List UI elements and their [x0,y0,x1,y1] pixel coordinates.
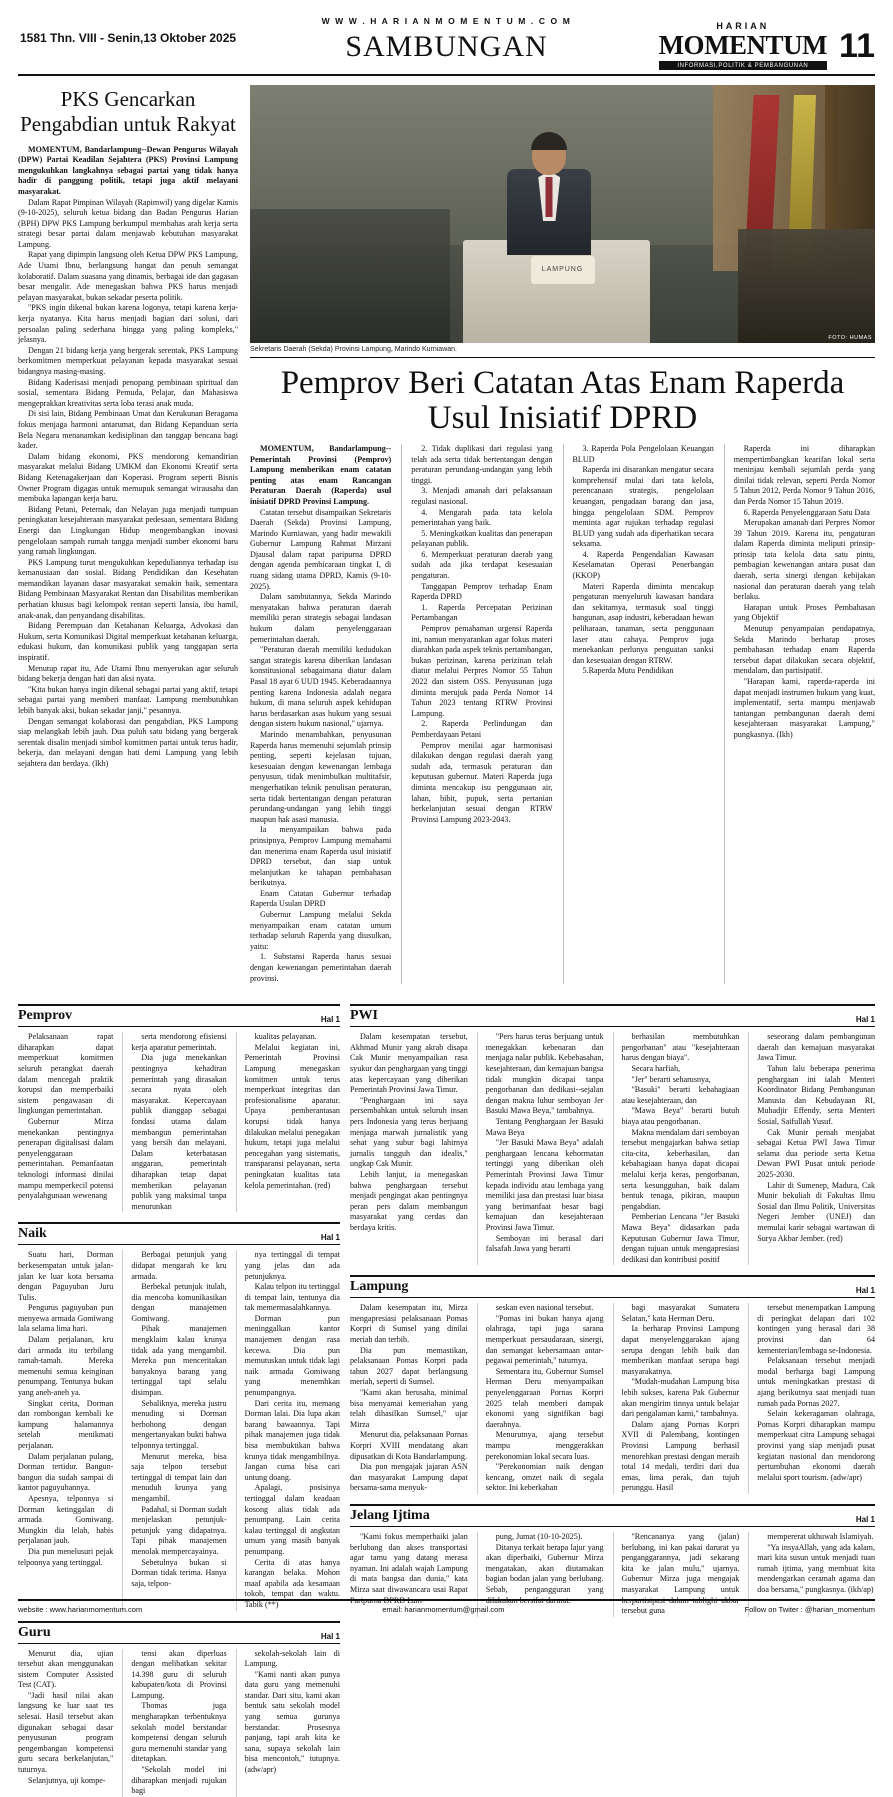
band-header [350,1004,875,1027]
subhead: Enam Catatan Gubernur terhadap Raperda Usulan DPRD [250,888,392,909]
band-page-ref: Hal 1 [855,1514,875,1524]
subhead: 4. Raperda Pengendalian Kawasan Keselamatan Operasi Penerbangan (KKOP) [572,549,714,581]
paragraph: Materi Raperda diminta mencakup pengaturan menyeluruh kawasan bandara dan sekitarnya, termasuk soal tinggi bangunan, asap industri, keberadaan hewan peliharaan, tanaman, serta penggunaan laser atau cahaya. Pemprov juga menekankan perlunya penguatan sanksi dan kesesuaian dengan RTRW. [572,581,714,665]
paragraph: Berbekal petunjuk itulah, dia mencoba komunikasikan dengan manajemen Gomiwang. [131,1282,227,1323]
photo-caption: Sekretaris Daerah (Sekda) Provinsi Lampung, Marindo Kurniawan. [250,343,875,358]
story-lead: MOMENTUM, Bandarlampung--Pemerintah Provinsi (Pemprov) Lampung memberikan enam catatan penting atas enam Rancangan Peraturan Daerah (Raperda) usul inisiatif DPRD Provinsi Lampung. [250,443,392,506]
paragraph: Dorman pun meninggalkan kantor manajemen dengan rasa kecewa. Dia pun memutuskan untuk tidak lagi naik armada Gomiwang yang menemhkan penumpangnya. [244,1313,340,1398]
story-pemprov-headline: Pemprov Beri Catatan Atas Enam Raperda Usul Inisiatif DPRD [280,365,845,436]
paragraph: Padahal, si Dorman sudah menjelaskan petunjuk-petunjuk yang didapatnya. Tapi pihak manajemen menolak mempercayainya. [131,1504,227,1556]
paragraph: Dalam kesempatan itu, Mirza mengapresiasi pelaksanaan Pomas Korpri di Sumsel yang dinilai meriah dan terbih. [350,1303,468,1345]
paragraph: Apalagi, posisinya tertinggal dalam keadaan kosong alias tidak ada penumpang. Lain cerita kalau tertinggal di angkutan umum yang masih banyak penumpang. [244,1483,340,1556]
paragraph: Bidang Perempuan dan Ketahanan Keluarga, Advokasi dan Hukum, serta Komunikasi Digital memperkuat ketahanan keluarga, edukasi hukum, dan komunikasi publik yang tanggapan serta inspiratif. [18,621,238,663]
paragraph: Raperda ini disarankan mengatur secara komprehensif mulai dari tata kelola, perencanaan strategis, pengelolaan keuangan, pengadaan barang dan jasa, hingga pengelolaan SDM. Pemprov meminta agar rujukan terhadap regulasi BLUD yang sudah ada diperhatikan secara seksama. [572,465,714,549]
band-guru [18,1621,340,1797]
paragraph: Menurut mereka, bisa saja telpon tersebut tertinggal di tempat lain dan menuduh krunya yang mengambil. [131,1451,227,1503]
paragraph: Cerita di atas hanya karangan belaka. Mohon maaf apabila ada kesamaan tokoh, tempat dan waktu. Tabik (**) [244,1557,340,1609]
paragraph: Apesnya, telponnya si Dorman ketinggalan di armada Gomiwang. Mungkin dia lelah, habis perjalanan jauh. [18,1493,114,1546]
paragraph: Dalam perjalanan, kru dari armada itu terbilang ramah-tamah. Mereka memenuhi semua keinginan penumpang. Tentunya bukan yang aneh-aneh ya. [18,1335,114,1398]
paragraph: Sementara itu, Gubernur Sumsel Herman Deru menyampaikan penyelenggaraan Pornas Korpri 2025 telah memberi dampak ekonomi yang signifikan bagi daerahnya. [485,1366,604,1429]
paragraph: tensi akan diperluas dengan melibatkan sekitar 14.398 guru di seluruh kabupaten/kota di Provinsi Lampung. [131,1648,227,1700]
paragraph: "Rencananya yang (jalan) berlubang, ini kan pakai darurat ya penganggarannya, jadi sekarang kita ke jalan mulu," ujarnya. Gubernur Mirza juga mengajak masyarakat Lampung untuk berpartisipasi dalam tablighi akbar tersebut guna [621,1531,740,1616]
paragraph: Suatu hari, Dorman berkesempatan untuk jalan-jalan ke luar kota bersama dengan Paguyuban Juru Tulis. [18,1250,114,1302]
paragraph: Rapat yang dipimpin langsung oleh Ketua DPW PKS Lampung, Ade Utami Ibnu, berlangsung hangat dan penuh semangat kolaboratif. Dalam suasana yang dinamis, berbagai ide dan gagasan besar mengalir. Ade menegaskan bahwa PKS harus menjadi pelayan masyarakat, bukan sekadar peserta politik. [18,250,238,302]
paragraph: Di sisi lain, Bidang Pembinaan Umat dan Kerukunan Beragama fokus menjaga harmoni antarumat, dan Bidang Kepanduan serta Bela Negara menanamkan kedisiplinan dan tanggap bencana bagi kader. [18,409,238,451]
paragraph: Pihak manajemen mengklaim kalau krunya tidak ada yang mengambil. Mereka pun menceritakan banyaknya barang yang tertinggal tapi selalu disimpan. [131,1324,227,1398]
paragraph: Dalam sambutannya, Sekda Marindo menyatakan bahwa peraturan daerah memiliki peran strategis sebagai landasan hukum dalam penyelenggaraan pemerintahan daerah. [250,592,392,644]
band-naik [18,1222,340,1610]
paragraph: Tahun lalu beberapa penerima penghargaan ini ialah Menteri Koordinator Bidang Pembangunan Manusia dan Kebudayaan RI, Muhadjir Effendy, serta Menteri Sosial, Saifullah Yusuf. [757,1064,875,1126]
paragraph: kualitas pelayanan. [254,1032,317,1042]
band-header [350,1504,875,1527]
band-pemprov [18,1004,340,1212]
photo-speaker-hair [531,132,567,150]
paragraph: Dengan semangat kolaborasi dan pengabdian, PKS Lampung siap melangkah lebih jauh. Dua puluh satu bidang yang bergerak serentak disalin menjadi simbol komitmen partai untuk terus hadir, bekerja, dan melayani dengan hati demi Lampung yang lebih sejahtera dan berdaya. (Ikh) [18,716,238,768]
band-title: Guru [18,1624,51,1640]
band-column [748,1032,875,1265]
paragraph: "PKS ingin dikenal bukan karena logonya, tetapi karena kerja-kerja nyatanya. Kita harus menjadi bagian dari solusi, dari persoalan paling sederhana hingga yang paling kompleks," jelasnya. [18,303,238,345]
logo-tagline: INFORMASI,POLITIK & PEMBANGUNAN [659,61,827,70]
story-pemprov-body [250,444,875,984]
paragraph: Pelaksanaan tersebut menjadi modal berharga bagi Lampung untuk meningkatkan prestasi di ajang berikutnya saat menjadi tuan rumah pada Pornas 2027. [757,1356,875,1408]
paragraph: "Jadi hasil nilai akan langsung ke luar saat tes selesai. Hasil tersebut akan digunakan sebagai dasar penyusunan program pengembangan kompetensi guru secara berkelanjutan," tuturnya. [18,1690,114,1775]
paragraph: 3. Menjadi amanah dari pelaksanaan regulasi nasional. [411,486,553,506]
paragraph: "Pomas ini bukan hanya ajang olahraga, tapi juga sarana memperkuat persaudaraan, sinergi, dan semangat kebersamaan antar-pegawai pemerintah," tuturnya. [485,1313,604,1366]
paragraph: 2. Tidak duplikasi dari regulasi yang telah ada serta tidak bertentangan dengan peraturan perundang-undangan yang lebih tinggi. [411,443,553,485]
page-number: 11 [839,27,875,65]
paragraph: "Kami fokus memperbaiki jalan berlubang dan akses transportasi agar tamu yang datang merasa nyaman. Ini adalah wajah Lampung di mata bangsa dan dunia," kata Mirza saat diwawancara usai Rapat Paripurna DPRD Lam- [350,1531,468,1605]
paragraph: Thomas juga mengharapkan terbentuknya sekolah model berstandar kompetensi dengan seluruh guru memenuhi standar yang ditetapkan. [131,1701,227,1764]
paragraph: "Mudah-mudahan Lampung bisa lebih sukses, karena Pak Gubernur akan mengirim tinnya untuk belajar dari pengalaman kami," tambahnya. [621,1377,740,1419]
photo-audience-left [250,209,450,343]
band-body [18,1250,340,1610]
paragraph: "Sekolah model ini diharapkan menjadi rujukan bagi [131,1765,227,1796]
footer-email[interactable]: email: harianmomentum@gmail.com [382,1605,505,1614]
band-column [477,1032,604,1265]
paragraph: Dia pun menelusuri pejak telponnya yang tertinggal. [18,1546,114,1567]
story-pemprov [250,85,875,984]
paragraph: "Ya insyaAllah, yang ada kalam, mari kita susun untuk menjadi tuan rumah ijtima, yang membuat kita mendengarkan ceramah agama dan doa bersama," pungkasnya. (ikh/ap) [757,1542,875,1594]
paragraph: Makna mendalam dari semboyan tersebut mengajarkan bahwa setiap cita-cita, keberhasilan, dan kebahagiaan hanya dapat dicapai melalui kerja keras, pengorbanan, serta kesungguhan, baik dalam bentuk tenaga, pikiran, maupun pengabdian. [621,1127,740,1211]
footer-website[interactable]: website : www.harianmomentum.com [18,1605,143,1614]
paragraph: Catatan tersebut disampaikan Sekretaris Daerah (Sekda) Provinsi Lampung, Marindo Kurniawan, yang hadir mewakili Gubernur Lampung Rahmat Mirzani Djausal dalam rapat paripurna DPRD dengan agenda pembicaraan tingkat I, di ruang sidang utama DPRD, Kamis (9-10-2025). [250,507,392,591]
paragraph: Tanggapan Pemprov terhadap Enam Raperda DPRD [411,581,553,602]
band-column [613,1303,740,1494]
band-page-ref: Hal 1 [855,1015,875,1025]
paragraph: Merupakan amanah dari Perpres Nomor 39 Tahun 2019. Karena itu, pengaturan dalam Raperda diminta meliputi prinsip-prinsip tata kelola data satu pintu, pembagian kewenangan antara pusat dan daerah, serta sinergi dengan kebijakan nasional dan peraturan daerah yang telah berlaku. [733,518,875,602]
subhead: 6. Raperda Penyelenggaraan Satu Data [743,507,870,517]
band-column [122,1250,226,1610]
photo-credit: FOTO: HUMAS [828,335,872,341]
paragraph: Dalam ajang Pornas Korpri XVII di Palembang, kontingen Provinsi Lampung berhasil menorehkan prestasi dengan meraih total 14 medali, terdiri dari dua emas, lima perak, dan tujuh perunggu. Hasil [621,1419,740,1493]
paragraph: nya tertinggal di tempat yang jelas dan ada petunjuknya. [244,1250,340,1281]
paragraph: Dia pun mengajak jajaran ASN dan masyarakat Lampung dapat bersama-sama menyuk- [350,1462,468,1493]
paragraph: Raperda ini diharapkan mempertimbangkan kearifan lokal serta meninjau kembali sejumlah perda yang dinilai tidak relevan, seperti Perda Nomor 5 Tahun 2012, Perda Nomor 9 Tahun 2016, dan Perda Nomor 15 Tahun 2019. [733,443,875,506]
paragraph: Dia pun memastikan, pelaksanaan Pomas Korpri pada tahun 2027 dapat berlangsung meriah, seperti di Sumsel. [350,1345,468,1387]
band-column [236,1032,340,1212]
footer-twitter[interactable]: Follow on Twiter : @harian_momentum [744,1605,875,1614]
band-title: Lampung [350,1279,409,1295]
paragraph: Secara harfiah, [631,1064,681,1073]
paragraph: Dalam perjalanan pulang, Dorman tertidur. Bangun-bangun dia sudah sampai di kantor paguyubannya. [18,1451,114,1493]
top-section [18,85,875,984]
paragraph: Pemberian Lencana "Jer Basuki Mawa Beya" didasarkan pada Keputusan Gubernur Jawa Timur, dengan tujuan untuk mengapresiasi dedikasi dan kontribusi positif [621,1212,740,1264]
paragraph: Dalam bidang ekonomi, PKS mendorong kemandirian masyarakat melalui Bidang UMKM dan Ekonomi Kreatif serta Bidang Ketenagakerjaan dan Koperasi. Program seperti Bisnis Owner Program digagas untuk memupuk semangat wirausaha dan membuka lapangan kerja baru. [18,451,238,504]
page-footer [18,1599,875,1614]
paragraph: Menutup penyampaian pendapatnya, Sekda Marindo berharap proses pembahasan terhadap enam Raperda tersebut dapat dilakukan secara objektif, mendalam, dan partisipatif. [733,624,875,676]
paragraph: "Basuki" berarti kebahagiaan atau kesejahteraan, dan [621,1085,740,1105]
photo-audience-right [738,229,876,343]
news-photo [250,85,875,343]
band-column [236,1250,340,1610]
paragraph: Berbagai petunjuk yang didapat mengarah ke kru armada. [131,1250,227,1281]
band-column [613,1032,740,1265]
story-pks-headline: PKS Gencarkan Pengabdian untuk Rakyat [20,87,236,136]
logo-momentum-text: MOMENTUM [658,30,828,60]
paragraph: seskan even nasional tersebut. [495,1303,594,1313]
band-column [350,1032,468,1265]
paragraph: Sebaliknya, mereka justru menuding si Dorman berbohong dengan mengertanyakan bukti bahwa telponnya tertinggal. [131,1398,227,1450]
band-column [18,1032,113,1212]
continuation-right [350,994,875,1797]
subhead: 2. Raperda Perlindungan dan Pemberdayaan Petani [411,719,553,739]
paragraph: Dalam Rapat Pimpinan Wilayah (Rapimwil) yang digelar Kamis (9-10-2025), seluruh ketua bidang dan Badan Pengurus Harian (BPH) DPW PKS Lampung berkumpul membahas arah kerja serta strategi besar partai dalam menjawab kebutuhan masyarakat Lampung. [18,197,238,249]
paragraph: "Peraturan daerah memiliki kedudukan sangat strategis karena diberikan landasan konstitusional sebagaimana diatur dalam Pasal 18 ayat 6 UUD 1945. Keberadaannya penting karena Indonesia adalah negara hukum, di mana seluruh aspek kehidupan harus berdasarkan asas hukum yang sesuai dengan sistem hukum nasional," ujarnya. [250,645,392,729]
paragraph: 1. Substansi Raperda harus sesuai dengan kewenangan pemerintahan daerah provinsi. [250,952,392,983]
photo-speaker-tie [546,177,553,217]
paragraph: seseorang dalam pembangunan daerah dan kemajuan masyarakat Jawa Timur. [757,1032,875,1063]
paragraph [250,444,391,508]
paragraph: Ia menyampaikan bahwa pada prinsipnya, Pemprov Lampung memahami dan menerima enam Raperda usul inisiatif DPRD tersebut, dan siap untuk melanjutkan ke tahapan pembahasan berikutnya. [250,825,392,888]
paragraph: 6. Memperkuat peraturan daerah yang sudah ada jika terdapat kesesuaian pengaturan. [411,549,553,581]
paragraph: "Jer" berarti seharusnya, [631,1074,711,1084]
paragraph: Lebih lanjut, ia menegaskan bahwa penghargaan tersebut menjadi pengingat akan pentingnya peran pers dalam membangun masyarakat yang cerdas dan berdaya kritis. [350,1169,468,1232]
paragraph: "Kami akan berusaha, minimal bisa menyamai kemeriahan yang telah dihasilkan Sumsel," ujar Mirza [350,1388,468,1429]
band-lampung [350,1275,875,1494]
paragraph: "Kita bukan hanya ingin dikenal sebagai partai yang aktif, tetapi sebagai partai yang memberi manfaat. Lampung membutuhkan lebih banyak aksi, bukan sekadar janji," pesannya. [18,684,238,715]
band-column [122,1032,226,1212]
paragraph: berhasilan membutuhkan pengorbanan" atau "kesejahteraan harus dengan biaya". [621,1032,740,1063]
band-title: PWI [350,1008,378,1024]
paragraph: Dalam kesempatan tersebut, Akhmad Munir yang akrab disapa Cak Munir menyampaikan rasa syukur dan penghargaan yang tinggi atas kepercayaan yang diberikan Pemerintah Provinsi Jawa Timur. [350,1032,468,1095]
paragraph: Pelaksanaan rapat diharapkan dapat memperkuat komitmen seluruh perangkat daerah dalam mencegah praktik korupsi dan memperbaiki sistem pengawasan di lingkungan pemerintahan. [18,1032,114,1116]
band-page-ref: Hal 1 [855,1286,875,1296]
band-column [236,1649,340,1797]
band-column [748,1303,875,1494]
paragraph: sekolah-sekolah lain di Lampung. [244,1648,340,1669]
paragraph: Semboyan ini berasal dari falsafah Jawa yang berarti [485,1233,604,1254]
paragraph: "Harapan kami, raperda-raperda ini dapat menjadi instrumen hukum yang kuat, implementatif, serta mampu menjawab tantangan pembangunan daerah demi kesejahteraan masyarakat Lampung," pungkasnya. (Ikh) [733,677,875,739]
paragraph: PKS Lampung turut mengukuhkan kepeduliannya terhadap isu kemanusiaan dan sosial. Bidang Pendidikan dan Kesehatan memandikan layanan dasar masyarakat semakin baik, sementara Bidang Pembinaan Masyarakat Rentan dan Disabilitas memberikan perhatian khusus bagi kelompok rentan seperti lansia, ibu hamil, anak-anak, dan penyandang disabilitas. [18,557,238,620]
band-column [18,1649,113,1797]
paragraph: Selanjutnya, uji kompe- [28,1775,106,1785]
band-header [18,1621,340,1644]
paragraph: Menutup rapat itu, Ade Utami Ibnu menyerukan agar seluruh bidang bekerja dengan hati dan aksi nyata. [18,663,238,684]
paragraph: Lahir di Sumenep, Madura, Cak Munir bekuliah di Fakultas Ilmu Sosial dan Ilmu Politik, Universitas Negeri Jember (UNEJ) dan memulai karir sebagai wartawan di Surya Akbar Jember. (red) [757,1180,875,1243]
story-column [250,444,391,984]
paragraph: Pengurus paguyuban pun menyewa armada Gomiwang lala selama lima hari. [18,1303,114,1334]
paragraph [18,145,238,198]
photo-podium-badge: LAMPUNG [531,256,595,284]
paragraph: Kalau telpon itu tertinggal di tempat lain, tentunya dia tak memermasalahkannya. [244,1282,340,1313]
paragraph: Menurut dia, pelaksanaan Pornas Korpri XVIII mendatang akan dipusatkan di Kota Bandarlampung. [350,1430,468,1461]
masthead-issue: 1581 Thn. VIII - Senin,13 Oktober 2025 [20,31,237,45]
band-header [18,1222,340,1245]
continuation-section [18,994,875,1797]
subhead: 3. Raperda Pola Pengelolaan Keuangan BLUD [572,443,714,464]
paragraph: bagi masyarakat Sumatera Selatan," kata Herman Deru. [621,1303,740,1323]
masthead-website: W W W . H A R I A N M O M E N T U M . C O M [321,16,572,26]
paragraph: 4. Mengarah pada tata kelola pemerintahan yang baik. [411,507,553,528]
paragraph: Singkat cerita, Dorman dan rombongan kembali ke kampung halamannya setelah menikmati perjalanan. [18,1398,114,1450]
band-title: Jelang Ijtima [350,1507,430,1523]
paragraph: Cak Munir pernah menjabat sebagai Ketua PWI Jawa Timur selama dua periode serta Ketua Dewan PWI Pusat untuk periode 2025-2030. [757,1127,875,1179]
story-column [724,444,875,984]
band-title: Pemprov [18,1008,73,1024]
paragraph: Dengan 21 bidang kerja yang bergerak serentak, PKS Lampung berkomitmen memperkuat pelayanan kepada masyarakat sesuai bidangnya masing-masing. [18,345,238,376]
paragraph: Menurut dia, ujian tersebut akan menggunakan sistem Computer Assisted Test (CAT). [18,1648,114,1690]
paragraph: 5. Meningkatkan kualitas dan penerapan pelayanan publik. [411,528,553,549]
band-page-ref: Hal 1 [320,1631,340,1641]
subhead: Tentang Penghargaan Jer Basuki Mawa Beya [485,1116,604,1137]
paragraph: "Pers harus terus berjuang untuk menegakkan kebenaran dan menjaga nalar publik. Kebebasahan, kesejahteraan, dan kemajuan bangsa tidak mungkin dicapai tanpa pengorbanan dan dedikasi--sejalan dengan makna luhur semboyan Jer Basuki Mawa Beya," tambahnya. [485,1032,604,1116]
paragraph: mempererat ukhuwah Islamiyah. [767,1531,874,1541]
paragraph: Sebetulnya bukan si Dorman tidak terima. Hanya saja, telpon- [131,1557,227,1588]
paragraph: Bidang Kaderisasi menjadi penopang pembinaan spiritual dan sosial, sementara Bidang Pemuda, Pelajar, dan Mahasiswa mengeprakkan kreativitas serta loba terasi anak muda. [18,377,238,408]
paragraph: Selain kekeragaman olahraga, Pomas Korpri diharapkan mampu memperkuat citra Lampung sebagai provinsi yang siap menjadi pusat kegiatan nasional dan mendorong pertumbuhan ekonomi daerah melalui sport tourism. (adw/apr) [757,1409,875,1482]
band-page-ref: Hal 1 [320,1233,340,1243]
paragraph: pung, Jumat (10-10-2025). [495,1531,583,1541]
band-page-ref: Hal 1 [320,1015,340,1025]
band-column [477,1303,604,1494]
photo-speaker [506,135,592,255]
paragraph: Ditanya terkait berapa lajur yang akan diperbaiki, Gubernur Mirza mengatakan, akan diutamakan bagian bodan jalan yang berlubang. Sebab, pengangguran yang dilakukan bersifat darurat. [485,1542,604,1605]
story-column [401,444,552,984]
paragraph: Bidang Petani, Peternak, dan Nelayan juga menjadi tumpuan peningkatan kesejahteraan masyarakat pedesaan, sementara Bidang Energi dan Lingkungan Hidup mengembangkan inovasi pengelolaan sampah rumah tangga menjadi sumber ekonomi baru yang ramah lingkungan. [18,504,238,557]
continuation-left [18,994,340,1797]
paragraph: "Jer Basuki Mawa Beya" adalah penghargaan lencana kehormatan tertinggi yang diberikan oleh Pemerintah Provinsi Jawa Timur kepada individu atau lembaga yang memiliki jasa dan prestasi luar biasa yang berimanfaat besar bagi kemajuan dan kesejahteraan Provinsi Jawa Timur. [485,1138,604,1232]
story-pks [18,85,238,984]
paragraph: serta mendorong efisiensi kerja aparatur pemerintah. [131,1032,227,1052]
paragraph: Gubernur Lampung melalui Sekda menyampaikan enam catatan umum terhadap seluruh Raperda yang diusulkan, yaitu: [250,910,392,951]
paragraph: Pemprov pemahaman urgensi Raperda ini, namun menyarankan agar fokus materi diarahkan pada aspek teknis pertambangan, bukan perizinan, karena perizinan telah diatur melalui Perpres Nomor 55 Tahun 2022 dan sistem OSS. Penyusunan juga diminta merujuk pada Perda Nomor 14 Tahun 2023 tentang RTRW Provinsi Lampung. [411,624,553,718]
paragraph: "Mawa Beya" berarti butuh biaya atau pengorbanan. [621,1106,740,1126]
subhead: Harapan untuk Proses Pembahasan yang Objektif [733,602,875,623]
paragraph: Ia berharap Provinsi Lampung dapat menyelenggarakan ajang serupa dengan lebih baik dan memberikan manfaat serupa bagi masyarakatnya. [621,1324,740,1376]
subhead: 1. Raperda Percepatan Perizinan Pertambangan [411,602,553,623]
band-body [350,1032,875,1265]
band-column [122,1649,226,1797]
band-body [18,1032,340,1212]
band-header [18,1004,340,1027]
paragraph: "Kami nanti akan punya data guru yang memenuhi standar. Dari situ, kami akan bentuk satu sekolah model yang semua gurunya berstandar. Prosesnya panjang, tapi arah kita ke sana, supaya sekolah lain bisa mencontoh," tutupnya. (adw/apr) [244,1669,340,1775]
paragraph: Dari cerita itu, memang Dorman lalai. Dia lupa akan barang bawaannya. Tapi pihak manajemen juga tidak bisa membuktikan bahwa krunya tidak mengambilnya. Jangan cuma bisa cari untung doang. [244,1398,340,1482]
paragraph: Pemprov menilai agar harmonisasi dilakukan dengan regulasi daerah yang sudah ada, termasuk peraturan dan keputusan gubernur. Materi Raperda juga diminta mencakup isu penggunaan air, lahan, bibit, pupuk, serta pertanian berkelanjutan sesuai dengan RTRW Provinsi Lampung 2023-2043. [411,740,553,824]
subhead: 5.Raperda Mutu Pendidikan [582,666,674,676]
band-body [18,1649,340,1797]
paragraph: "Perekonomian naik dengan kencang, omzet naik di segala sektor. Ini keberkahan [485,1462,604,1493]
band-body [350,1303,875,1494]
band-column [18,1250,113,1610]
paragraph: Menurutnya, ajang tersebut mampu menggerakkan perekonomian lokal secara luas. [485,1430,604,1461]
story-lead: MOMENTUM, Bandarlampung--Dewan Pengurus Wilayah (DPW) Partai Keadilan Sejahtera (PKS) Provinsi Lampung mengukuhkan langkahnya sebagai partai yang tidak hanya hadir di panggung politik, tetapi juga aktif melayani masyarakat. [18,144,238,196]
paragraph: Melalui kegiatan ini, Pemerintah Provinsi Lampung menegaskan komitmen untuk terus memperkuat integritas dan profesionalisme aparatur. Upaya pemberantasan korupsi tidak hanya dilakukan melalui penegakan hukum, tetapi juga melalui pencegahan yang sistematis, transparansi pelayanan, serta peningkatan kualitas tata kelola pemerintahan. (red) [244,1042,340,1190]
paragraph: Dia juga menekankan pentingnya kehadiran pemerintah yang dirasakan secara nyata oleh masyarakat. Kepercayaan publik dianggap sebagai fondasi utama dalam membangun pemerintahan yang bersih dan melayani. Dalam keterbatasan anggaran, pemerintah diharapkan tetap dapat memberikan pelayanan publik yang maksimal tanpa menurunkan [131,1053,227,1211]
logo-harian-text: HARIAN [716,21,770,31]
band-pwi [350,1004,875,1265]
paragraph: "Penghargaan ini saya persembahkan untuk seluruh insan pers Indonesia yang terus berjuang menjaga marwah jurnalistik yang sehat yang subur bagi lahirnya jurnalis tangguh dan idealis," ungkap Cak Munir. [350,1095,468,1169]
band-column [350,1303,468,1494]
logo-block [659,22,827,70]
paragraph: Marindo menambahkan, penyusunan Raperda harus memenuhi sejumlah prinsip penting, seperti kejelasan tujuan, kesesuaian dengan kewenangan lembaga penyusun, tidak menimbulkan multitafsir, mengerhatikan teknik penulisan peraturan, serta tidak bertentangan dengan peraturan perundang-undangan yang lebih tinggi maupun hak asasi manusia. [250,729,392,824]
masthead-logo-area [659,22,875,70]
band-header [350,1275,875,1298]
paragraph: tersebut menempatkan Lampung di peringkat delapan dari 102 kontingen yang berasal dari 38 provinsi dan 64 kementerian/lembaga se-Indonesia. [757,1303,875,1355]
paragraph: Gubernur Mirza menekankan pentingnya penerapan digitalisasi dalam penyelenggaraan pemerintahan. Pemanfaatan teknologi informasi dinilai mampu memperkecil potensi penyalahgunaan wewenang [18,1116,114,1201]
story-column [563,444,714,984]
masthead [18,14,875,76]
section-title: SAMBUNGAN [345,30,548,63]
band-title: Naik [18,1226,47,1242]
